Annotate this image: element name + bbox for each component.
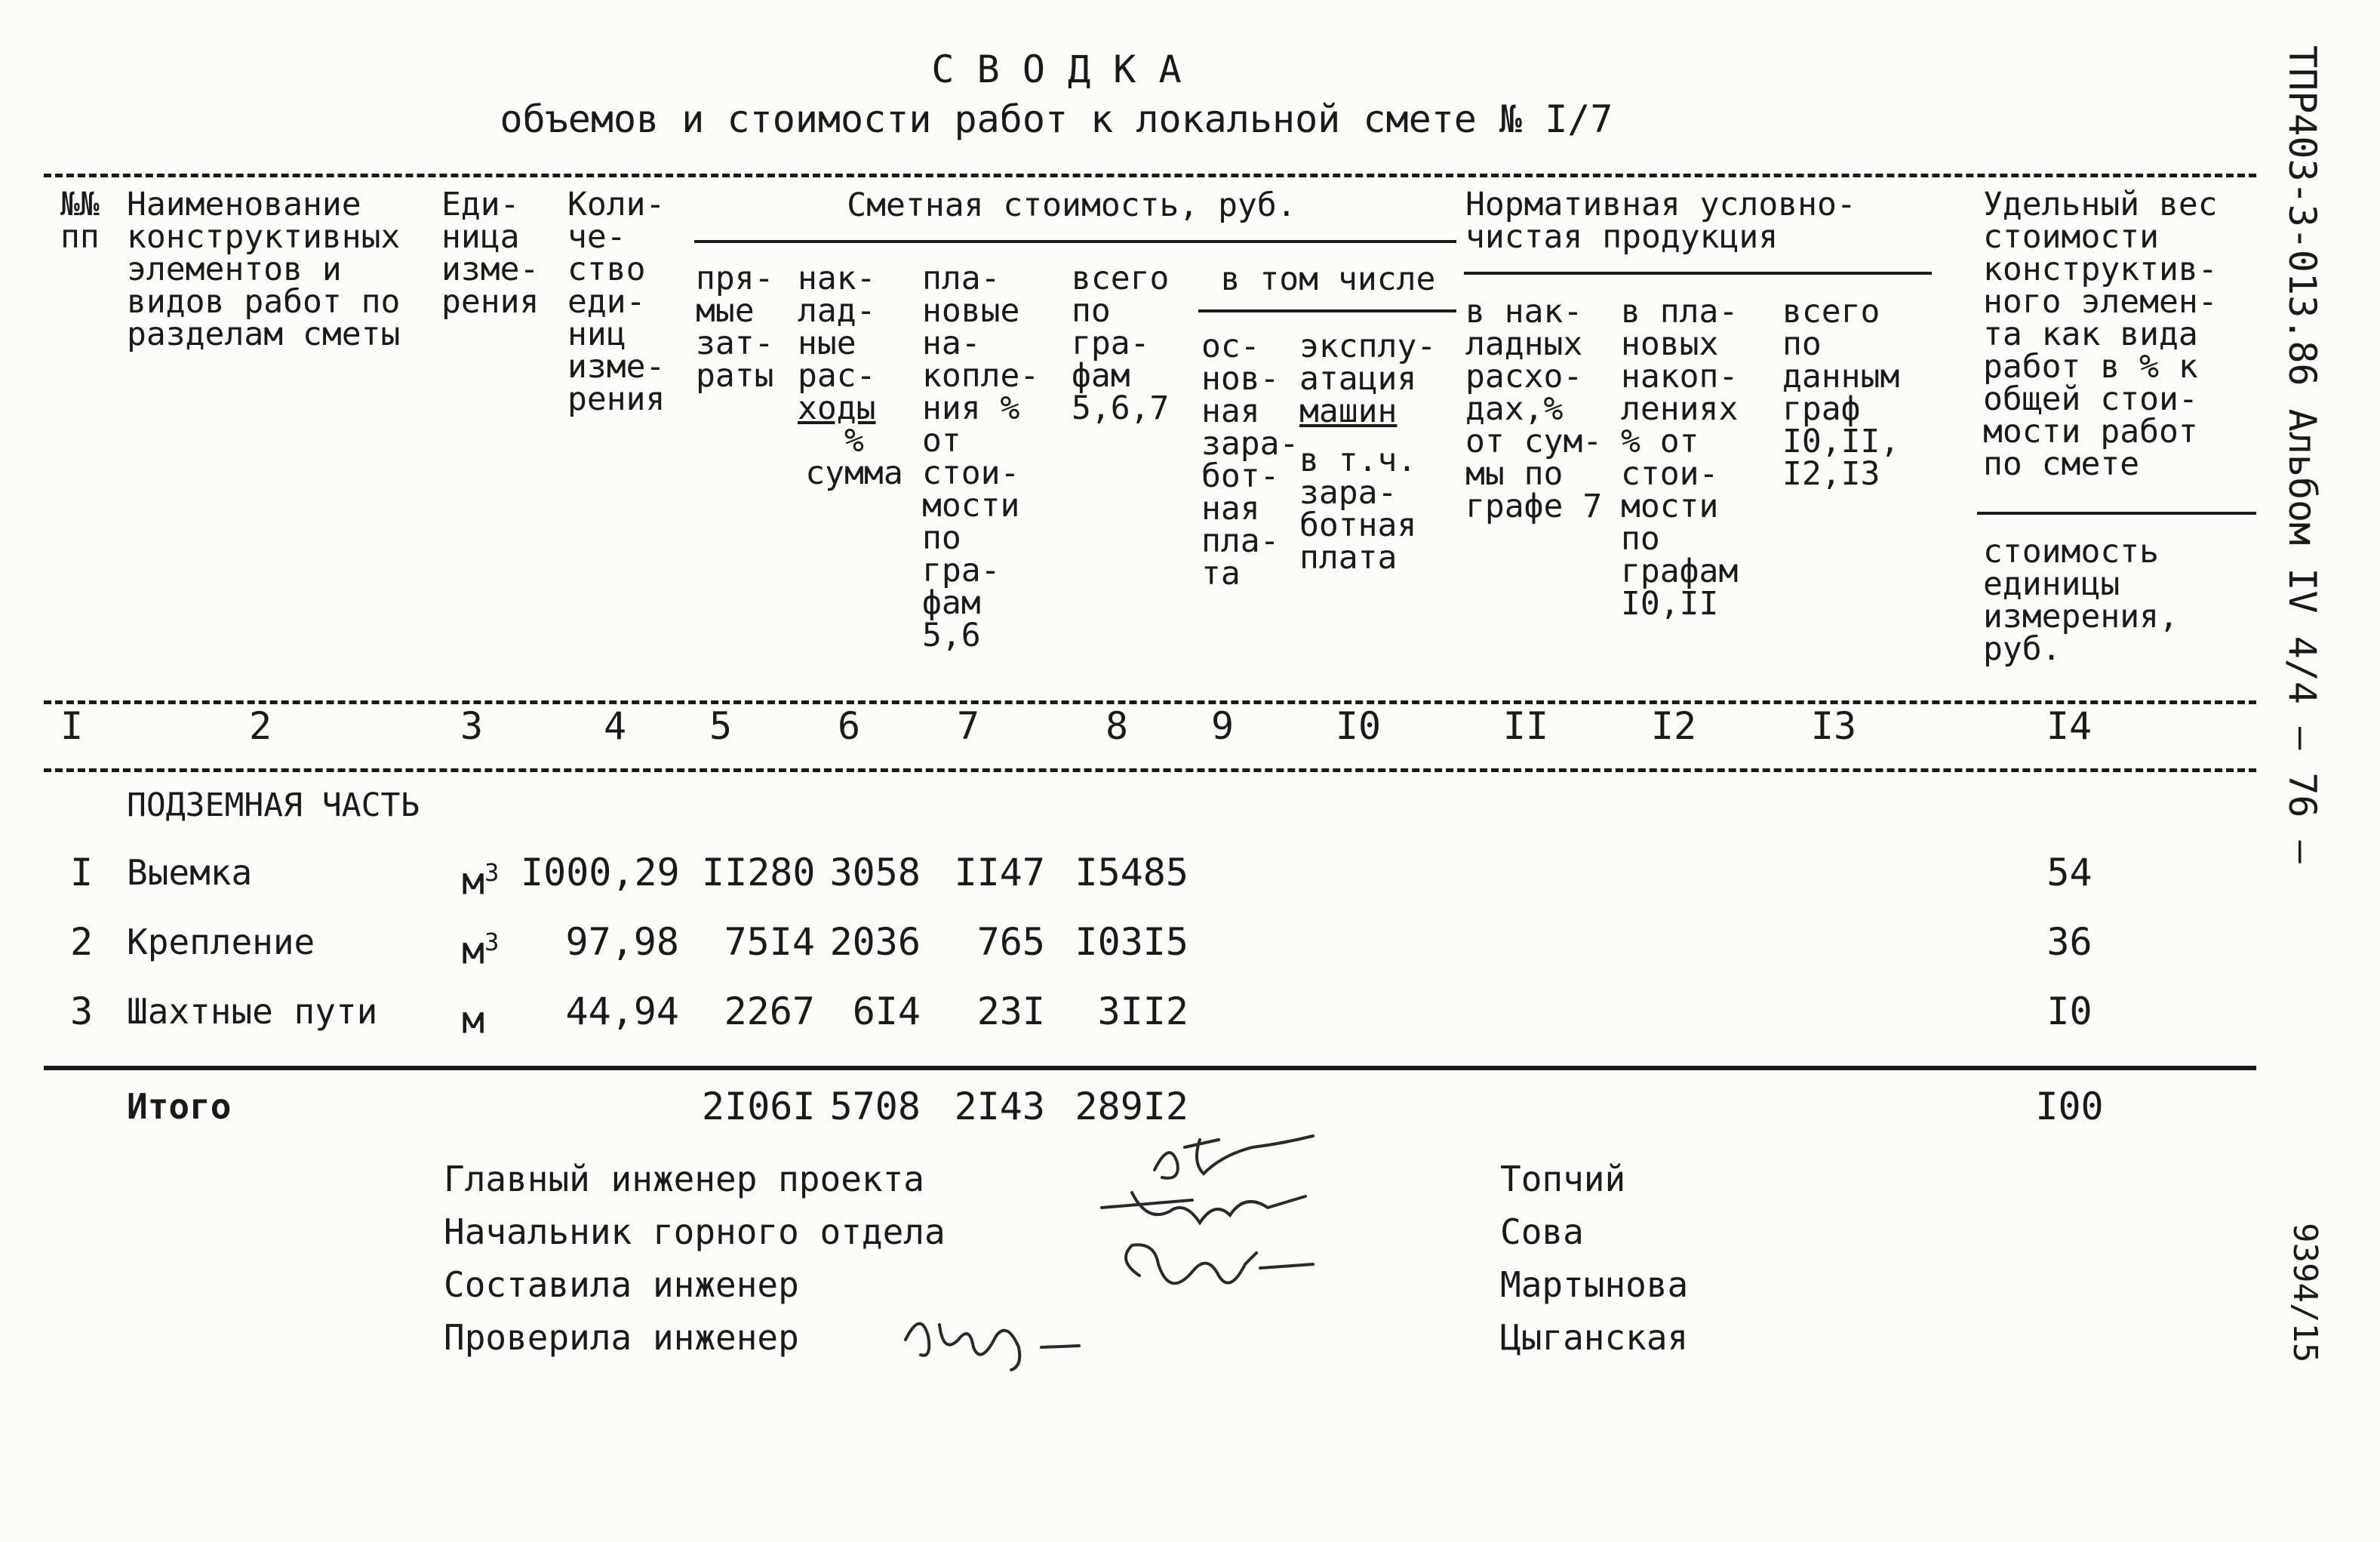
row-unit-exponent: 3 xyxy=(484,858,500,887)
row-total: I5485 xyxy=(1075,851,1188,894)
header-overhead-percent: % сумма xyxy=(805,422,903,492)
header-cost-rule xyxy=(694,240,1456,243)
row-overhead: 2036 xyxy=(829,920,921,964)
header-quantity: Коли- че- ство еди- ниц изме- рения xyxy=(567,186,666,418)
header-planned-savings: пла- новые на- копле- ния % от стои- мости по гра- фам 5,6 xyxy=(922,260,1040,654)
document-title: С В О Д К А xyxy=(931,48,1182,91)
row-name: Шахтные пути xyxy=(127,991,378,1032)
row-planned-savings: 23I xyxy=(976,990,1045,1033)
header-overhead-text: нак- лад- ные рас- xyxy=(798,260,876,395)
header-including: в том числе xyxy=(1220,260,1436,298)
row-unit xyxy=(462,853,499,901)
total-label: Итого xyxy=(127,1086,232,1127)
column-number: 5 xyxy=(709,704,733,748)
signature-role: Проверила инженер xyxy=(444,1317,799,1358)
row-quantity: 97,98 xyxy=(565,920,679,964)
album-stamp: ТПР403-3-013.86 Альбом IV 4/4 — 76 — xyxy=(2280,45,2324,863)
section-title: ПОДЗЕМНАЯ ЧАСТЬ xyxy=(127,786,420,824)
header-total-567: всего по гра- фам 5,6,7 xyxy=(1072,260,1170,427)
column-numbers-top-border xyxy=(44,700,2256,704)
total-planned-savings: 2I43 xyxy=(954,1085,1045,1128)
signature-department-head xyxy=(1102,1193,1305,1223)
row-total: I03I5 xyxy=(1075,920,1188,964)
header-number: №№ пп xyxy=(60,186,100,256)
header-norm-overhead: в нак- ладных расхо- дах,% от сум- мы по графе 7 xyxy=(1465,293,1603,525)
signature-compiler xyxy=(1126,1245,1313,1283)
column-number: I xyxy=(60,704,84,748)
row-number: 2 xyxy=(69,920,94,964)
column-number: 9 xyxy=(1210,704,1235,748)
archive-number-stamp: 9394/15 xyxy=(2286,1223,2324,1363)
row-specific-weight: I0 xyxy=(2046,990,2092,1033)
header-machine-operation xyxy=(1299,328,1458,577)
row-direct-costs: 75I4 xyxy=(724,920,815,964)
column-number: I3 xyxy=(1810,704,1857,748)
header-direct-costs: пря- мые зат- раты xyxy=(696,260,774,395)
signature-role: Составила инженер xyxy=(444,1264,799,1305)
row-unit-exponent: 3 xyxy=(484,928,500,956)
header-norm-total: всего по данным граф I0,II, I2,I3 xyxy=(1782,293,1900,493)
row-direct-costs: II280 xyxy=(702,851,816,894)
header-specific-weight: Удельный вес стоимости конструктив- ного элемен- та как вида работ в % к общей стои- мости работ по смете xyxy=(1983,186,2218,483)
row-number: 3 xyxy=(69,990,94,1033)
total-overhead: 5708 xyxy=(829,1085,921,1128)
column-number: I2 xyxy=(1650,704,1697,748)
header-normative-production: Нормативная условно- чистая продукция xyxy=(1465,186,1856,256)
header-machine-underlined: машин xyxy=(1299,392,1398,430)
header-unit: Еди- ница изме- рения xyxy=(441,186,540,321)
signature-role: Главный инженер проекта xyxy=(444,1159,924,1199)
table-top-border xyxy=(44,174,2256,177)
column-number: 3 xyxy=(460,704,484,748)
document-subtitle: объемов и стоимости работ к локальной смете № I/7 xyxy=(500,97,1613,141)
total-specific-weight: I00 xyxy=(2035,1085,2104,1128)
header-name: Наименование конструктивных элементов и видов работ по разделам сметы xyxy=(127,186,401,353)
header-col14-rule xyxy=(1977,512,2256,515)
row-unit-symbol: м xyxy=(462,998,485,1042)
column-number: 2 xyxy=(248,704,272,748)
signature-checker xyxy=(906,1324,1019,1370)
row-specific-weight: 36 xyxy=(2046,920,2092,964)
row-planned-savings: II47 xyxy=(954,851,1045,894)
row-unit-symbol: м xyxy=(462,928,485,973)
row-name: Выемка xyxy=(127,852,253,893)
column-number: 7 xyxy=(956,704,980,748)
signature-marks xyxy=(1087,1110,1373,1328)
column-numbers-bottom-border xyxy=(44,768,2256,772)
row-direct-costs: 2267 xyxy=(724,990,815,1033)
row-unit xyxy=(462,922,499,971)
header-norm-planned: в пла- новых накоп- лениях % от стои- мости по графам I0,II xyxy=(1621,293,1739,623)
signature-role: Начальник горного отдела xyxy=(444,1211,946,1252)
signature-name: Цыганская xyxy=(1500,1317,1689,1358)
column-number: 8 xyxy=(1105,704,1129,748)
total-sum: 289I2 xyxy=(1075,1085,1188,1128)
row-unit-symbol: м xyxy=(462,859,485,903)
header-machine-text: эксплу- атация xyxy=(1299,328,1437,398)
signature-chief-engineer xyxy=(1155,1136,1313,1178)
header-overhead xyxy=(798,260,911,492)
signature-name: Сова xyxy=(1500,1211,1584,1252)
signature-checker-mark xyxy=(898,1294,1102,1377)
row-overhead: 6I4 xyxy=(852,990,921,1033)
header-normative-rule xyxy=(1464,272,1932,275)
row-planned-savings: 765 xyxy=(976,920,1045,964)
row-overhead: 3058 xyxy=(829,851,921,894)
signature-name: Мартынова xyxy=(1500,1264,1689,1305)
column-number: I0 xyxy=(1335,704,1382,748)
column-number: 6 xyxy=(837,704,861,748)
column-number: II xyxy=(1502,704,1549,748)
total-separator xyxy=(44,1066,2256,1070)
header-base-wages: ос- нов- ная зара- бот- ная пла- та xyxy=(1201,328,1299,592)
header-machine-wages: в т.ч. зара- ботная плата xyxy=(1299,442,1417,577)
row-quantity: I000,29 xyxy=(521,851,680,894)
header-including-rule xyxy=(1198,309,1456,312)
total-direct-costs: 2I06I xyxy=(702,1085,816,1128)
header-estimated-cost: Сметная стоимость, руб. xyxy=(847,186,1296,224)
row-total: 3II2 xyxy=(1097,990,1188,1033)
row-name: Крепление xyxy=(127,922,315,962)
header-overhead-underlined: ходы xyxy=(798,389,876,427)
row-specific-weight: 54 xyxy=(2046,851,2092,894)
signature-checker-dash xyxy=(1041,1346,1079,1347)
row-number: I xyxy=(69,851,94,894)
row-unit xyxy=(462,992,484,1040)
column-number: I4 xyxy=(2046,704,2092,748)
column-number: 4 xyxy=(603,704,627,748)
header-unit-cost: стоимость единицы измерения, руб. xyxy=(1983,533,2179,668)
signature-name: Топчий xyxy=(1500,1159,1626,1199)
row-quantity: 44,94 xyxy=(565,990,679,1033)
